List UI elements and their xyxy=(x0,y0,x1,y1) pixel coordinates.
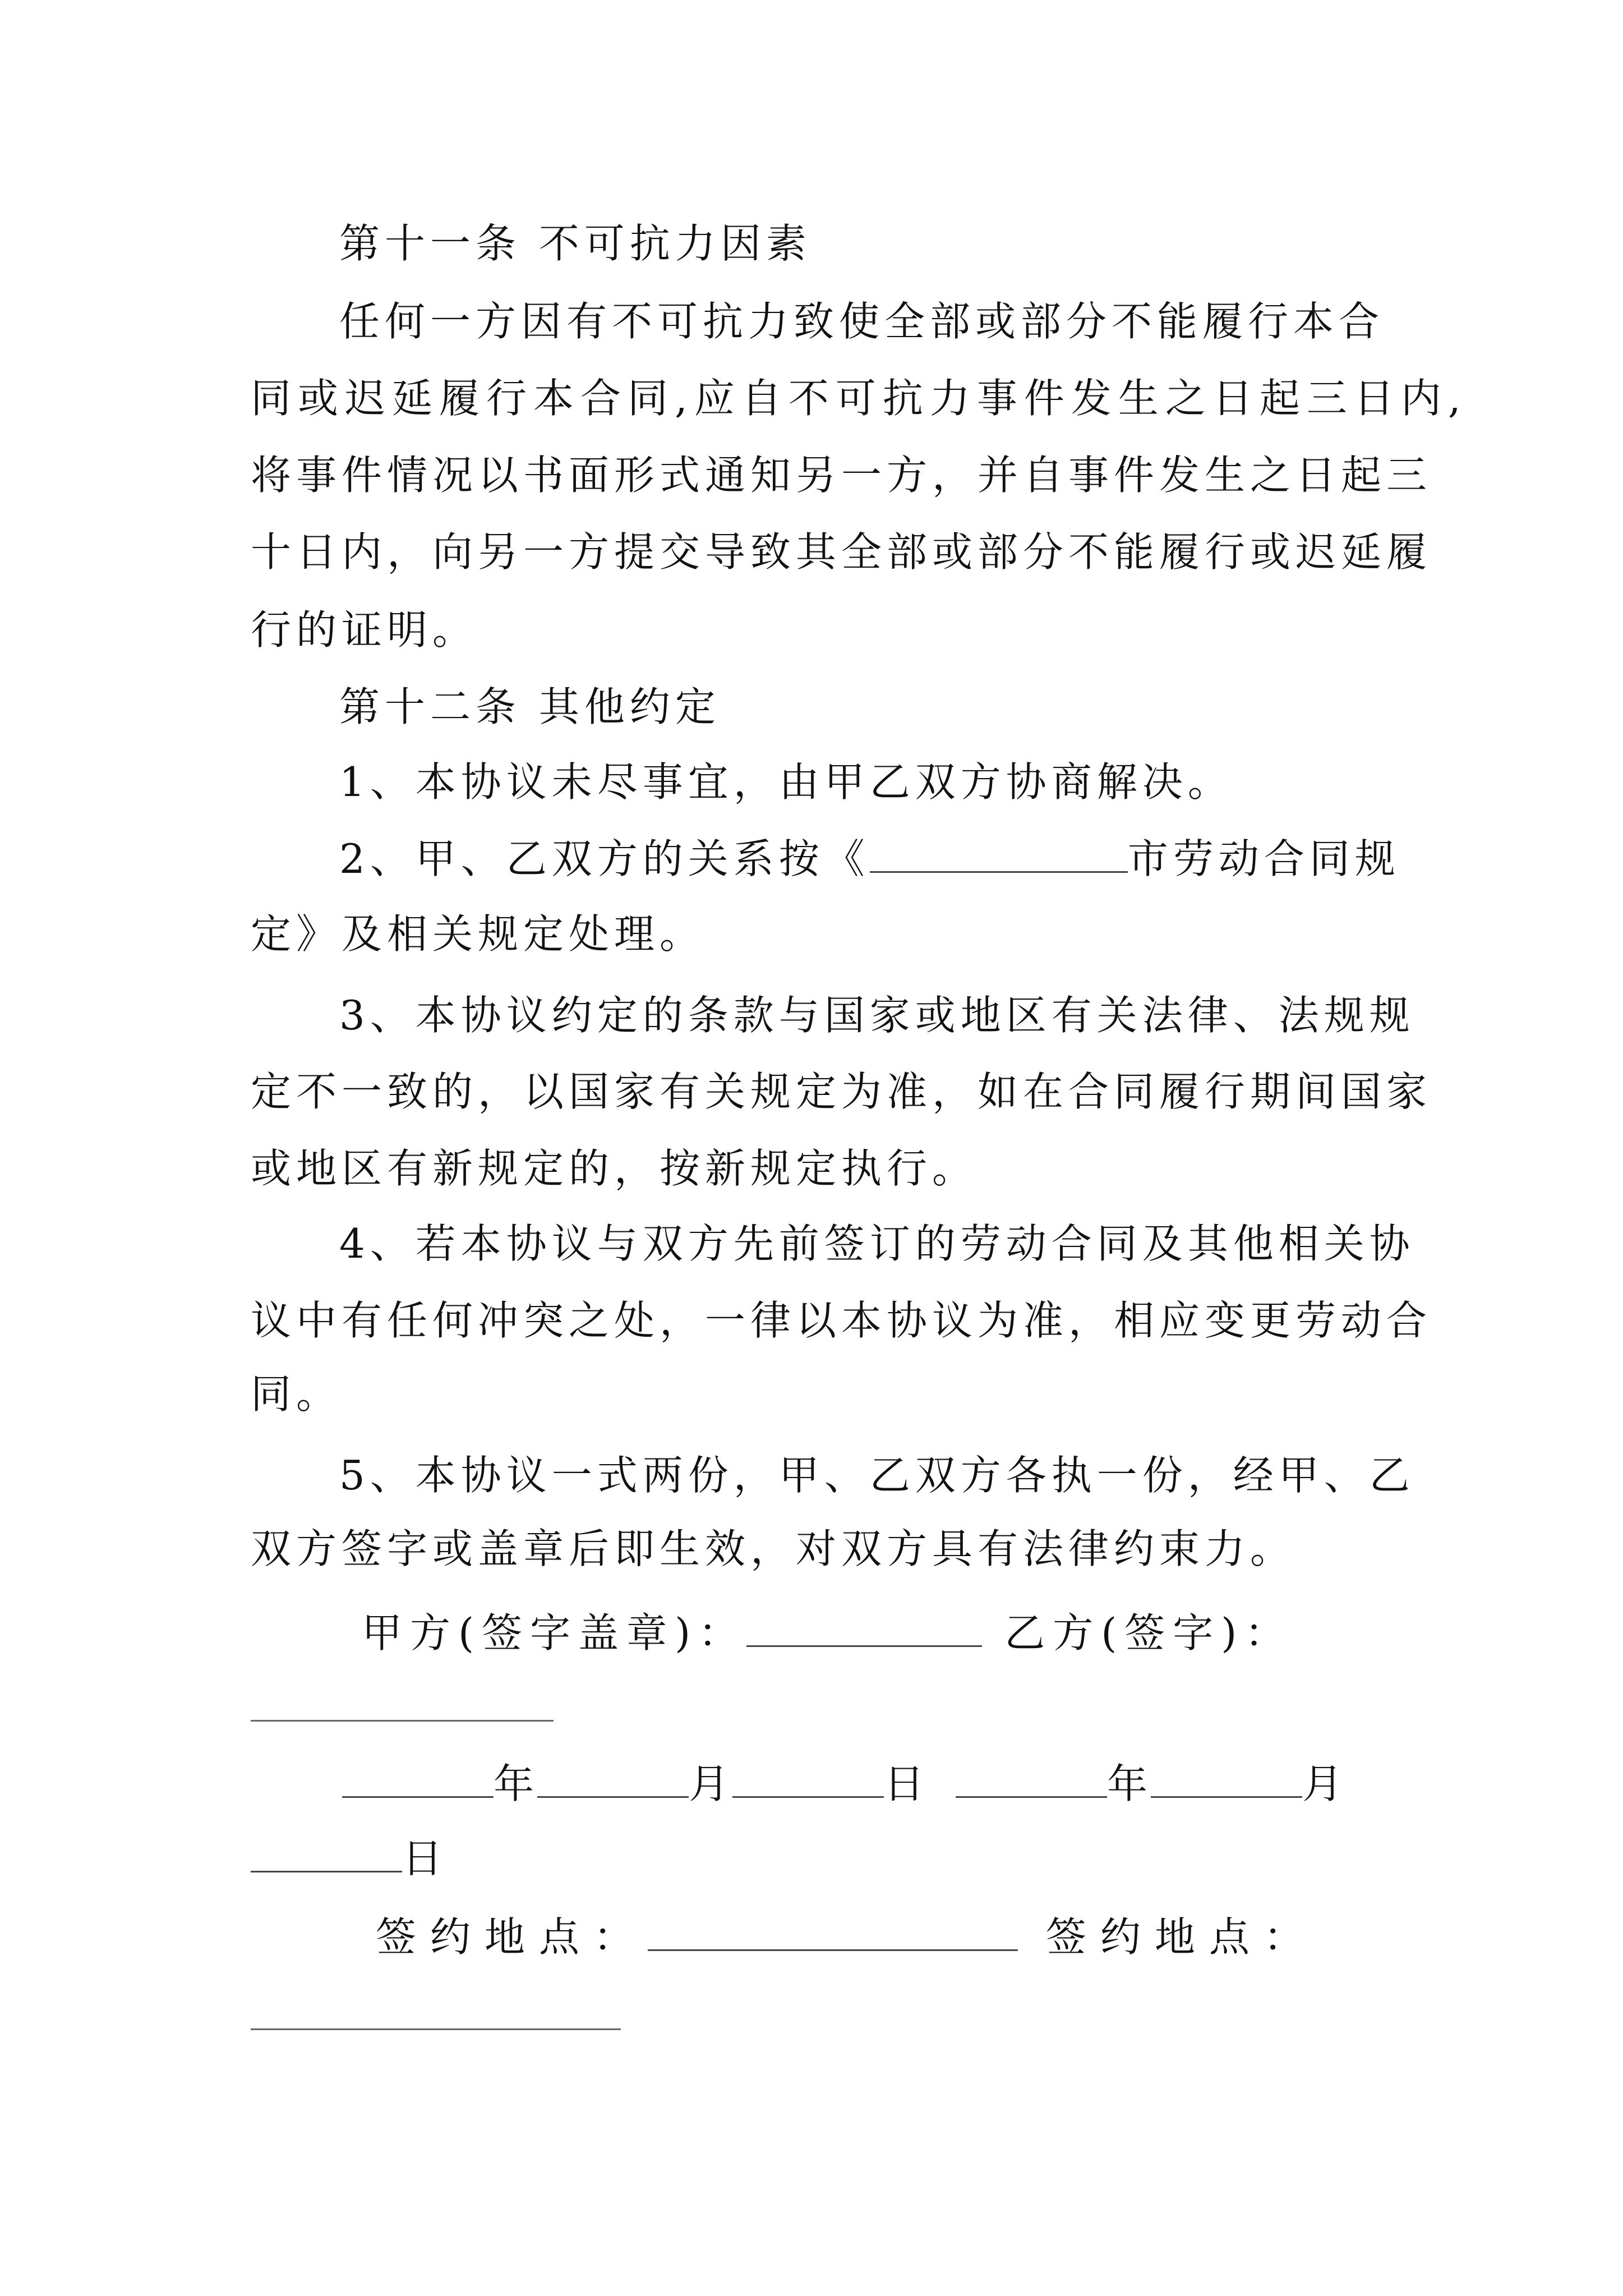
item-5-line: 双方签字或盖章后即生效，对双方具有法律约束力。 xyxy=(251,1525,1296,1572)
party-a-signature-blank[interactable] xyxy=(746,1611,982,1647)
month-blank-b[interactable] xyxy=(1151,1761,1302,1798)
item-5-line: 5、本协议一式两份，甲、乙双方各执一份，经甲、乙 xyxy=(339,1452,1415,1499)
month-blank-a[interactable] xyxy=(537,1761,689,1798)
article-11-line: 行的证明。 xyxy=(251,606,478,654)
place-a-blank[interactable] xyxy=(648,1915,1018,1951)
signature-line xyxy=(362,1605,1293,1661)
item-3-line: 3、本协议约定的条款与国家或地区有关法律、法规规 xyxy=(339,992,1415,1039)
item-2-suffix: 市劳动合同规 xyxy=(1127,835,1400,882)
year-blank-b[interactable] xyxy=(956,1761,1107,1798)
place-b-label: 签约地点： xyxy=(1046,1913,1318,1961)
month-label: 月 xyxy=(689,1760,733,1807)
article-11-line: 任何一方因有不可抗力致使全部或部分不能履行本合 xyxy=(339,298,1385,345)
month-label: 月 xyxy=(1302,1760,1347,1807)
year-label: 年 xyxy=(1107,1760,1151,1807)
city-blank[interactable] xyxy=(870,836,1128,873)
item-2-line xyxy=(339,831,1400,887)
party-a-label: 甲方(签字盖章)： xyxy=(362,1609,747,1657)
place-line xyxy=(376,1909,1318,1965)
day-label: 日 xyxy=(884,1760,928,1807)
date-line-2 xyxy=(251,1830,448,1887)
item-4-line: 议中有任何冲突之处，一律以本协议为准，相应变更劳动合 xyxy=(251,1297,1432,1344)
date-line xyxy=(342,1756,1346,1812)
place-a-label: 签约地点： xyxy=(376,1913,648,1961)
day-blank-b[interactable] xyxy=(251,1836,402,1872)
party-b-label: 乙方(签字)： xyxy=(1004,1609,1293,1657)
item-3-line: 或地区有新规定的，按新规定执行。 xyxy=(251,1145,978,1192)
item-2-prefix: 2、甲、乙双方的关系按《 xyxy=(339,835,870,882)
party-b-signature-blank[interactable] xyxy=(251,1720,554,1722)
article-12-heading: 第十二条 其他约定 xyxy=(339,683,721,730)
year-label: 年 xyxy=(494,1760,538,1807)
day-blank-a[interactable] xyxy=(732,1761,884,1798)
day-label: 日 xyxy=(402,1835,448,1882)
article-11-line: 十日内，向另一方提交导致其全部或部分不能履行或迟延履 xyxy=(251,528,1432,576)
item-3-line: 定不一致的，以国家有关规定为准，如在合同履行期间国家 xyxy=(251,1068,1432,1115)
article-11-heading: 第十一条 不可抗力因素 xyxy=(339,220,811,267)
item-2-line-2: 定》及相关规定处理。 xyxy=(251,910,706,958)
article-11-line: 同或迟延履行本合同,应自不可抗力事件发生之日起三日内, xyxy=(251,375,1468,422)
item-4-line: 同。 xyxy=(251,1370,342,1418)
place-b-blank[interactable] xyxy=(251,2028,621,2030)
item-1: 1、本协议未尽事宜，由甲乙双方协商解决。 xyxy=(339,758,1233,806)
year-blank-a[interactable] xyxy=(342,1761,494,1798)
item-4-line: 4、若本协议与双方先前签订的劳动合同及其他相关协 xyxy=(339,1220,1415,1267)
article-11-line: 将事件情况以书面形式通知另一方，并自事件发生之日起三 xyxy=(251,452,1432,499)
